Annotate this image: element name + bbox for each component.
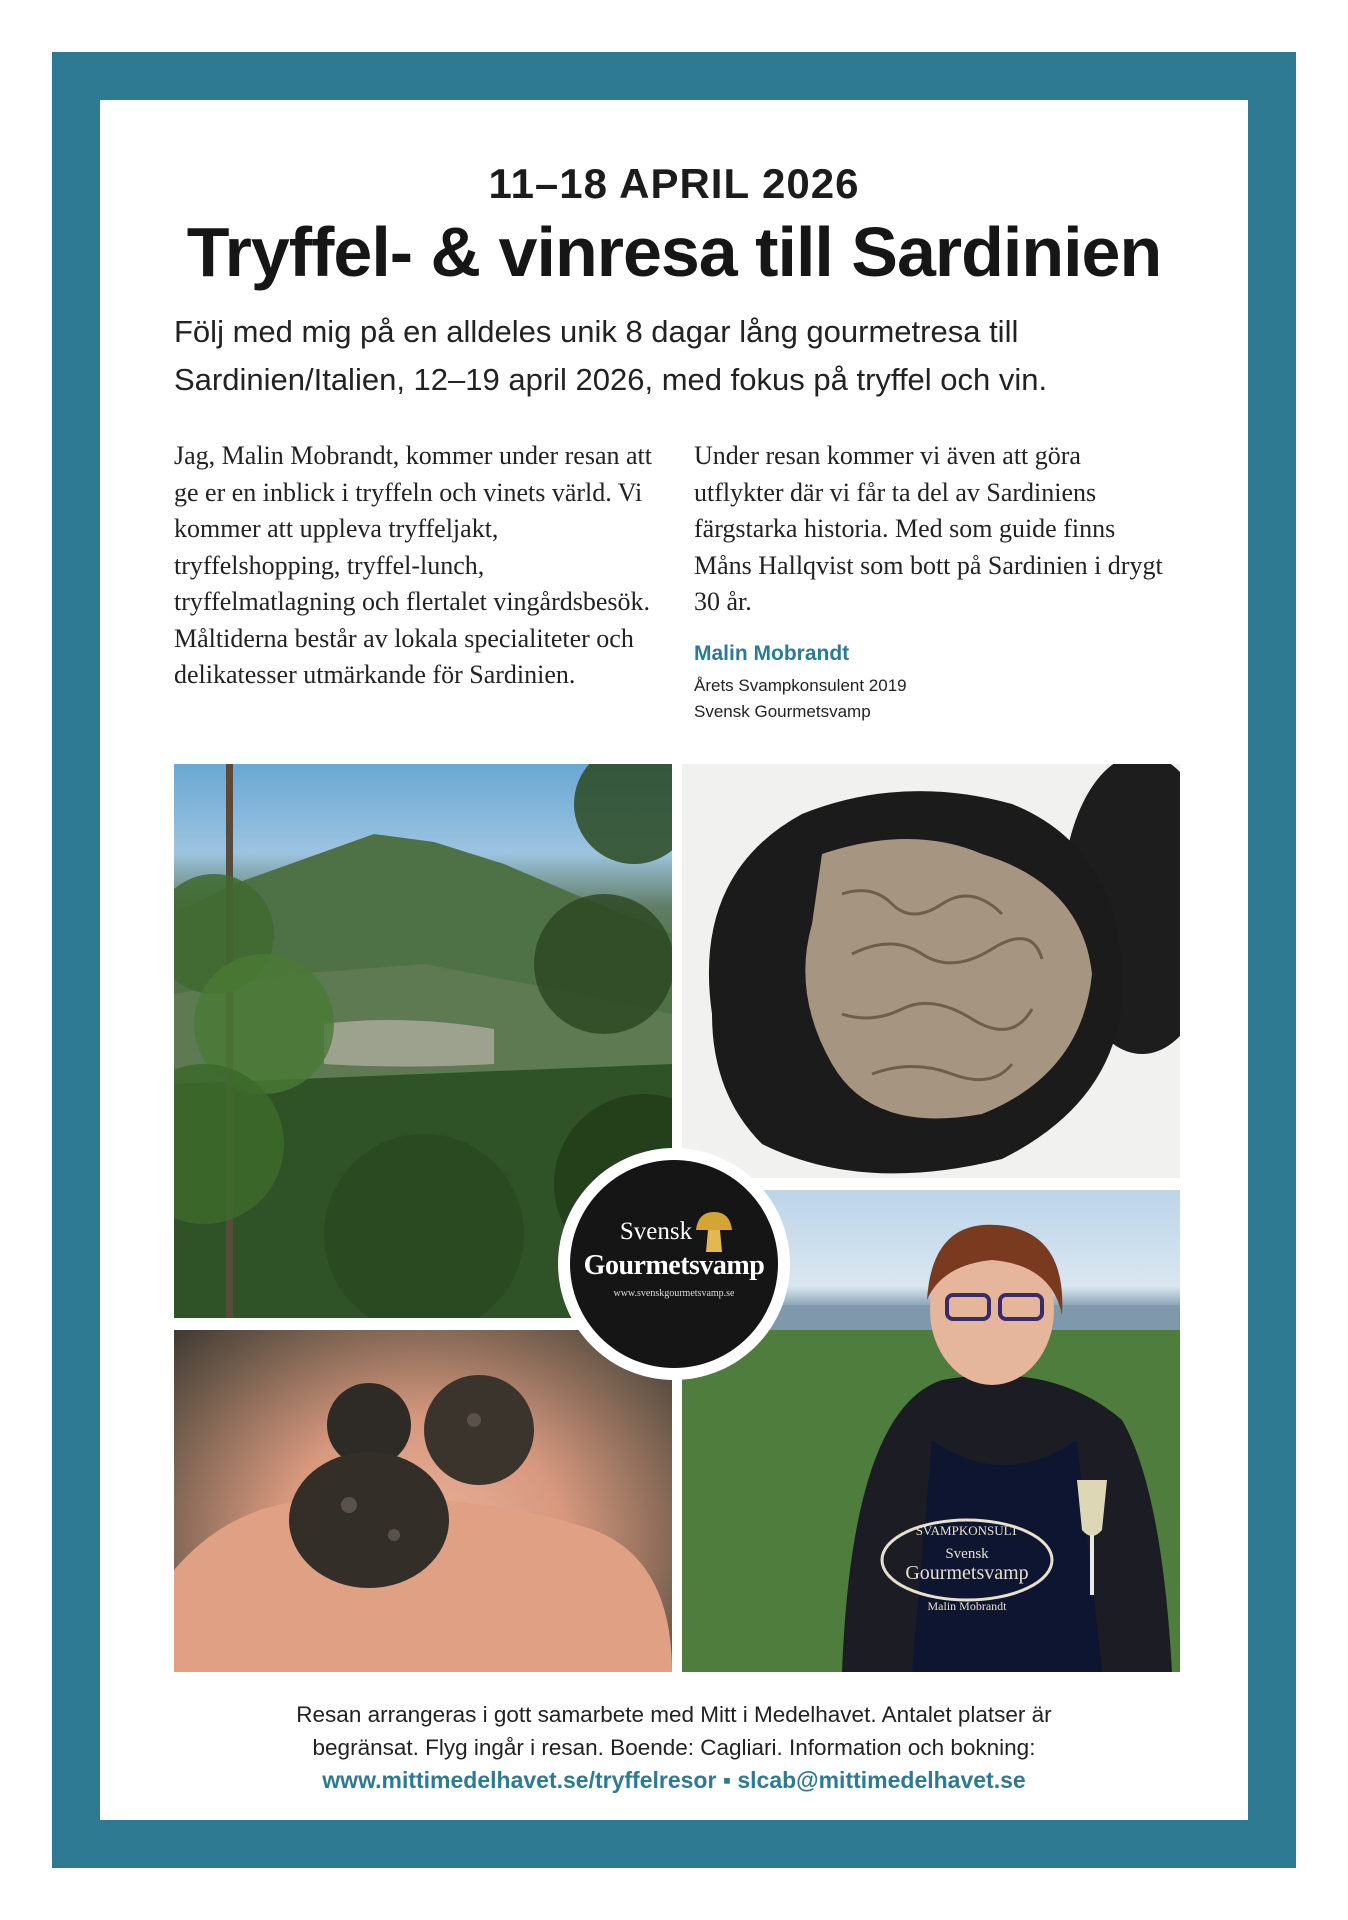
photo-truffle-cut [682,764,1180,1178]
logo-badge [570,1160,778,1368]
signature-name: Malin Mobrandt [694,642,850,665]
truffle-illustration [682,764,1180,1178]
signature-company: Svensk Gourmetsvamp [694,702,871,721]
logo-text-svensk: Svensk [619,1218,693,1245]
svensk-gourmetsvamp-logo [558,1148,790,1380]
footer-links [174,1764,1174,1797]
footer-line-1: Resan arrangeras i gott samarbete med Mitt i Medelhavet. Antalet platser är [296,1702,1052,1727]
footer-line-2: begränsat. Flyg ingår i resan. Boende: Cagliari. Information och bokning: [312,1735,1036,1760]
apron-print-bottom: Malin Mobrandt [927,1599,1007,1613]
apron-print-brand-line1: Svensk [945,1546,989,1562]
website-link[interactable]: www.mittimedelhavet.se/tryffelresor [322,1767,717,1793]
body-right-column: Under resan kommer vi även att göra utflykter där vi får ta del av Sardiniens färgstarka historia. Med som guide finns Måns Hallqvist som bott på Sardinien i drygt 30 år. [694,441,1163,616]
page-title: Tryffel- & vinresa till Sardinien [186,213,1162,291]
hand-truffles-illustration [174,1330,672,1672]
link-separator: ▪ [722,1767,731,1793]
lead-paragraph: Följ med mig på en alldeles unik 8 dagar lång gourmetresa till Sardinien/Italien, 12–19 april 2026, med fokus på tryffel och vin. [174,314,1048,397]
trip-date: 11–18 APRIL 2026 [488,160,860,207]
photo-truffles-in-hand [174,1330,672,1672]
mushroom-icon [694,1210,734,1254]
footer-info [174,1698,1174,1797]
email-link[interactable]: slcab@mittimedelhavet.se [737,1767,1026,1793]
logo-text-gourmetsvamp: Gourmetsvamp [583,1250,765,1281]
body-left-column: Jag, Malin Mobrandt, kommer under resan att ge er en inblick i tryffeln och vinets värld. Vi kommer att uppleva tryffeljakt, tryffelshopping, tryffel-lunch, tryffelmatlagning och flertalet vingårdsbesök. Måltiderna består av lokala specialiteter och delikatesser utmärkande för Sardinien. [174,441,652,689]
logo-url: www.svenskgourmetsvamp.se [613,1288,735,1299]
apron-print-brand-line2: Gourmetsvamp [905,1562,1029,1584]
signature-title: Årets Svampkonsulent 2019 [694,676,907,695]
apron-print-top: SVAMPKONSULT [915,1523,1019,1538]
